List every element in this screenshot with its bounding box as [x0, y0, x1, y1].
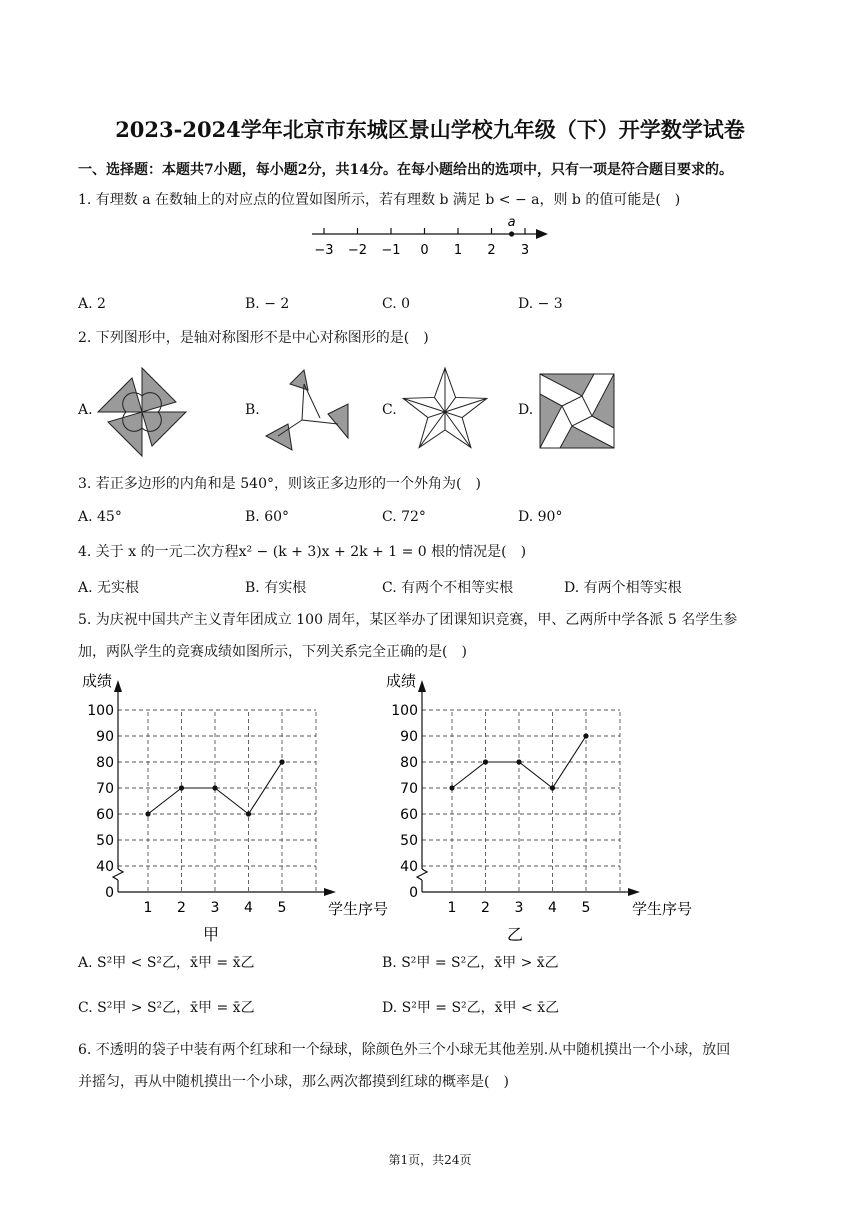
page-title: 2023-2024学年北京市东城区景山学校九年级（下）开学数学试卷	[115, 117, 745, 142]
y-tick-label: 80	[96, 755, 114, 771]
x-tick-label: 2	[481, 900, 490, 916]
number-line-tick-label: 0	[420, 243, 429, 258]
y-tick-label: 80	[400, 755, 418, 771]
number-line-tick-label: −1	[381, 243, 401, 258]
x-tick-label: 3	[514, 900, 524, 916]
q1-option-a[interactable]: A. 2	[78, 296, 106, 312]
data-point	[179, 785, 184, 790]
chart-caption: 乙	[506, 925, 524, 944]
data-point	[550, 785, 555, 790]
chart-caption: 甲	[202, 925, 220, 944]
question-2-stem: 2. 下列图形中，是轴对称图形不是中心对称图形的是( )	[78, 330, 429, 346]
x-tick-label: 1	[447, 900, 457, 916]
y-tick-label: 40	[400, 859, 418, 875]
number-line-tick-label: −2	[347, 243, 368, 258]
x-axis-arrow	[628, 888, 640, 896]
q4-option-c[interactable]: C. 有两个不相等实根	[382, 580, 514, 596]
figure-d-square	[538, 372, 616, 450]
x-tick-label: 2	[177, 900, 186, 916]
x-tick-label: 5	[581, 900, 591, 916]
q1-option-d[interactable]: D. − 3	[518, 296, 563, 312]
y-tick-label: 100	[391, 703, 418, 719]
number-line-tick-label: 3	[520, 243, 530, 258]
question-4-stem: 4. 关于 x 的一元二次方程x² − (k + 3)x + 2k + 1 = 0 根的情况是( )	[78, 544, 527, 560]
y-tick-label: 100	[87, 703, 114, 719]
y-tick-label: 90	[96, 729, 114, 745]
question-6-line1: 6. 不透明的袋子中装有两个红球和一个绿球，除颜色外三个小球无其他差别.从中随机摸出一个小球，放回	[78, 1042, 731, 1058]
axis-break	[417, 869, 427, 880]
figure-b-triangles	[262, 366, 354, 452]
y-tick-label: 90	[400, 729, 418, 745]
y-axis-arrow	[114, 680, 122, 692]
x-tick-label: 3	[210, 900, 220, 916]
y-axis-label: 成绩	[386, 672, 417, 690]
x-tick-label: 1	[143, 900, 153, 916]
q3-option-d[interactable]: D. 90°	[518, 509, 563, 525]
q4-option-d[interactable]: D. 有两个相等实根	[564, 580, 682, 596]
y-tick-label: 40	[96, 859, 114, 875]
question-6-line2: 并摇匀，再从中随机摸出一个小球，那么两次都摸到红球的概率是( )	[78, 1074, 509, 1090]
q2-option-d[interactable]: D.	[518, 402, 534, 418]
question-3-stem: 3. 若正多边形的内角和是 540°，则该正多边形的一个外角为( )	[78, 476, 481, 492]
question-5-stem-line1: 5. 为庆祝中国共产主义青年团成立 100 周年，某区举办了团课知识竞赛，甲、乙两所中学各派 5 名学生参	[78, 612, 738, 628]
point-a	[509, 231, 514, 236]
y-tick-label: 70	[96, 781, 114, 797]
data-point	[516, 759, 521, 764]
data-point	[212, 785, 217, 790]
q5-option-b[interactable]: B. S²甲 = S²乙，x̄甲 > x̄乙	[382, 955, 559, 971]
x-axis-label: 学生序号	[328, 900, 389, 918]
y-axis-arrow	[418, 680, 426, 692]
q1-option-c[interactable]: C. 0	[382, 296, 411, 312]
x-axis-label: 学生序号	[632, 900, 693, 918]
y-axis-label: 成绩	[82, 672, 113, 690]
y-tick-label: 60	[400, 807, 418, 823]
data-point	[449, 785, 454, 790]
q3-option-a[interactable]: A. 45°	[78, 509, 122, 525]
x-tick-label: 5	[277, 900, 287, 916]
data-point	[145, 811, 150, 816]
q3-option-b[interactable]: B. 60°	[245, 509, 290, 525]
x-axis-arrow	[324, 888, 336, 896]
page-footer: 第1页，共24页	[388, 1153, 472, 1167]
data-point	[583, 733, 588, 738]
q2-option-a[interactable]: A.	[78, 402, 93, 418]
chart-jia	[74, 668, 389, 946]
number-line-tick-label: −3	[314, 243, 334, 258]
y-tick-label: 60	[96, 807, 114, 823]
q4-option-b[interactable]: B. 有实根	[245, 580, 307, 596]
x-tick-label: 4	[548, 900, 557, 916]
q2-option-c[interactable]: C.	[382, 402, 397, 418]
q1-option-b[interactable]: B. − 2	[245, 296, 290, 312]
data-point	[483, 759, 488, 764]
x-tick-label: 4	[244, 900, 253, 916]
number-line-tick-label: 1	[453, 243, 463, 258]
axis-break	[113, 869, 123, 880]
q5-option-d[interactable]: D. S²甲 = S²乙，x̄甲 < x̄乙	[382, 1000, 560, 1016]
number-line-tick-label: 2	[487, 243, 496, 258]
chart-yi	[378, 668, 693, 946]
q5-option-c[interactable]: C. S²甲 > S²乙，x̄甲 = x̄乙	[78, 1000, 255, 1016]
number-line	[300, 212, 560, 262]
question-1-stem: 1. 有理数 a 在数轴上的对应点的位置如图所示，若有理数 b 满足 b < − a，则 b 的值可能是( )	[78, 192, 681, 208]
y-tick-label: 50	[400, 833, 418, 849]
question-5-stem-line2: 加，两队学生的竞赛成绩如图所示，下列关系完全正确的是( )	[78, 644, 467, 660]
q4-option-a[interactable]: A. 无实根	[78, 580, 140, 596]
y-tick-label: 0	[105, 885, 114, 901]
figure-c-star	[398, 362, 492, 456]
data-point	[246, 811, 251, 816]
q3-option-c[interactable]: C. 72°	[382, 509, 426, 525]
q2-option-b[interactable]: B.	[245, 402, 260, 418]
data-point	[279, 759, 284, 764]
y-tick-label: 50	[96, 833, 114, 849]
figure-a-pinwheel	[96, 366, 188, 458]
point-a-label: a	[507, 215, 516, 230]
y-tick-label: 70	[400, 781, 418, 797]
y-tick-label: 0	[409, 885, 418, 901]
q5-option-a[interactable]: A. S²甲 < S²乙，x̄甲 = x̄乙	[78, 955, 255, 971]
section-heading: 一、选择题：本题共7小题，每小题2分，共14分。在每小题给出的选项中，只有一项是符合题目要求的。	[78, 162, 733, 178]
